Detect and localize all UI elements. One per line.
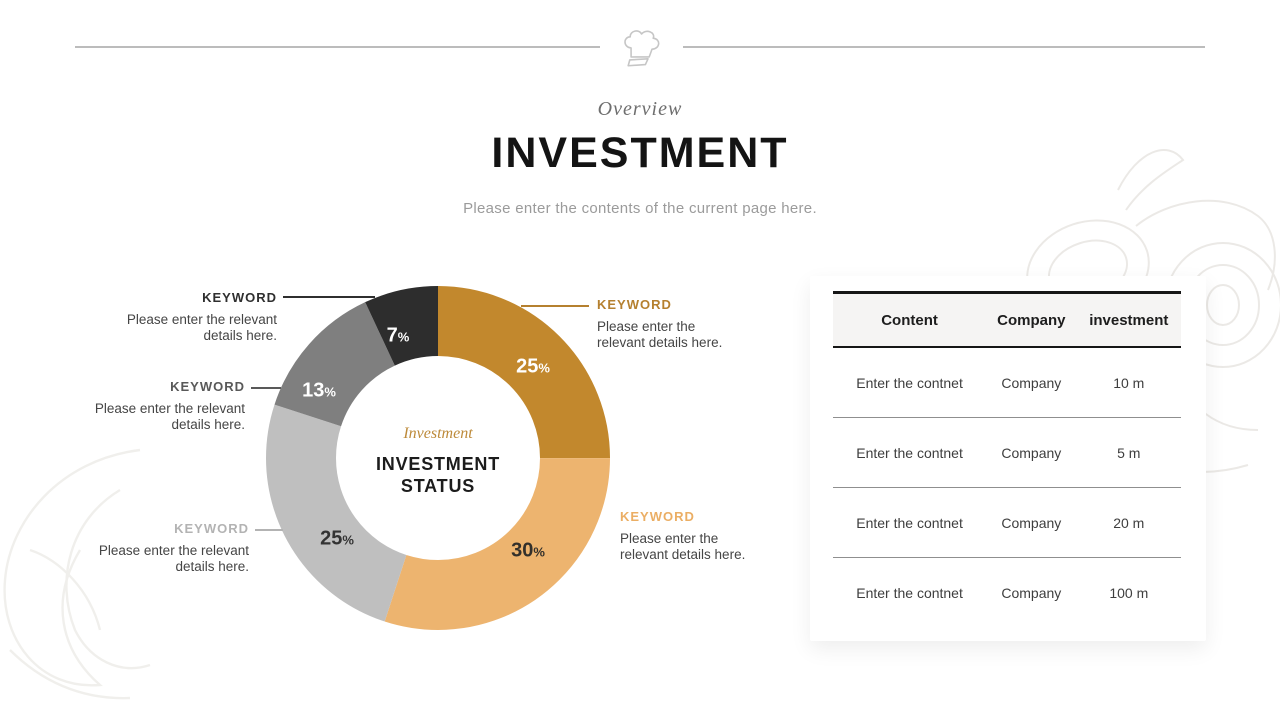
divider-line-left	[75, 46, 600, 48]
donut-center-title-line2: STATUS	[400, 475, 476, 496]
table-cell: Enter the contnet	[856, 444, 963, 461]
table-cell: 5 m	[1117, 444, 1141, 461]
table-cell: Enter the contnet	[856, 374, 963, 391]
segment-value-label: 30%	[511, 539, 545, 562]
callout-description: Please enter the relevant details here.	[620, 531, 746, 562]
chef-hat-icon	[614, 26, 668, 73]
table-cell: Company	[1001, 374, 1062, 391]
callout-midgray-segment	[77, 379, 245, 433]
callout-keyword: KEYWORD	[597, 297, 672, 312]
donut-center-title	[343, 453, 533, 497]
leader-line	[251, 387, 281, 389]
callout-description: Please enter the relevant details here.	[98, 543, 249, 574]
table-header-cell: Content	[881, 311, 938, 329]
table-row	[833, 558, 1181, 628]
table-row	[833, 347, 1181, 418]
leader-line	[255, 529, 283, 531]
callout-lightgray-segment	[81, 521, 249, 575]
table-row	[833, 418, 1181, 488]
table-cell: Enter the contnet	[856, 514, 963, 531]
callout-keyword: KEYWORD	[170, 379, 245, 394]
callout-keyword: KEYWORD	[620, 509, 695, 524]
callout-tan-segment	[620, 509, 770, 563]
title-block	[0, 98, 1280, 217]
callout-dark-segment	[103, 290, 277, 344]
table-cell: 100 m	[1109, 584, 1149, 601]
table-cell: 10 m	[1113, 374, 1145, 391]
investment-table-card	[810, 276, 1206, 641]
segment-value-label: 13%	[302, 379, 336, 402]
leader-line	[283, 296, 375, 298]
donut-center-label	[343, 425, 533, 497]
callout-keyword: KEYWORD	[174, 521, 249, 536]
segment-value-label: 25%	[516, 355, 550, 378]
table-header-cell: investment	[1089, 311, 1169, 329]
callout-description: Please enter the relevant details here.	[94, 401, 245, 432]
table-cell: Company	[1001, 584, 1062, 601]
donut-center-title-line1: INVESTMENT	[375, 453, 500, 474]
divider-line-right	[683, 46, 1205, 48]
slide-subtitle: Please enter the contents of the current page here.	[463, 200, 817, 217]
table-cell: 20 m	[1113, 514, 1145, 531]
segment-value-label: 25%	[320, 527, 354, 550]
table-header-row	[833, 293, 1181, 348]
investment-table	[833, 291, 1181, 627]
table-cell: Company	[1001, 514, 1062, 531]
segment-value-label: 7%	[386, 324, 410, 347]
slide-eyebrow: Overview	[597, 98, 683, 120]
table-header-cell: Company	[997, 311, 1066, 329]
callout-gold-segment	[597, 297, 747, 351]
callout-description: Please enter the relevant details here.	[126, 312, 277, 343]
donut-center-eyebrow: Investment	[403, 424, 473, 442]
table-cell: Company	[1001, 444, 1062, 461]
leaf-sketch-decoration	[0, 430, 210, 720]
table-row	[833, 488, 1181, 558]
callout-keyword: KEYWORD	[202, 290, 277, 305]
page-title: INVESTMENT	[491, 129, 789, 177]
donut-chart	[265, 285, 611, 631]
leader-line	[521, 305, 589, 307]
callout-description: Please enter the relevant details here.	[597, 319, 723, 350]
table-cell: Enter the contnet	[856, 584, 963, 601]
